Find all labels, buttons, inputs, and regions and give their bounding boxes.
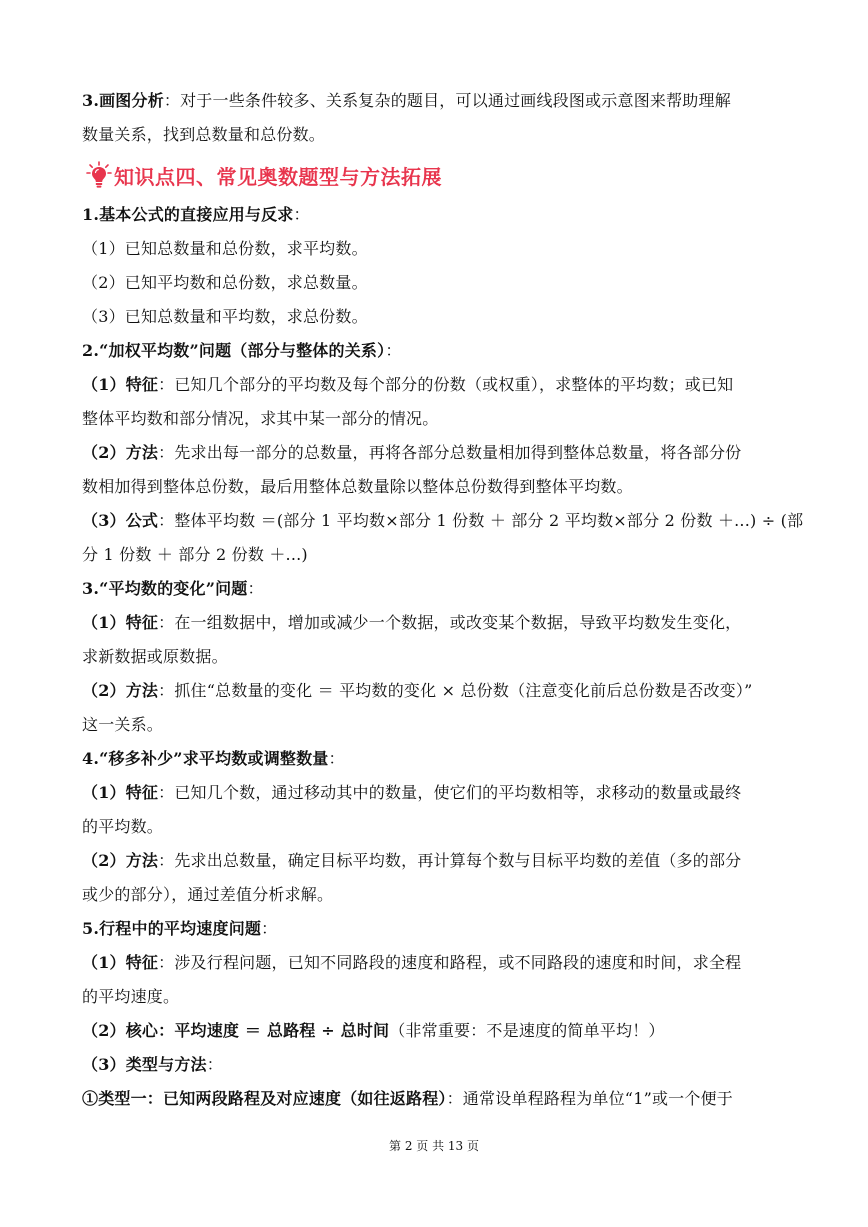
text-line — [82, 918, 782, 940]
text-line — [82, 272, 782, 294]
bold-label: （3）类型与方法 — [82, 1055, 207, 1074]
text-line — [82, 680, 782, 702]
line-text: 数相加得到整体总份数，最后用整体总数量除以整体总份数得到整体平均数。 — [82, 477, 633, 496]
text-line — [82, 124, 782, 146]
line-text: ：涉及行程问题，已知不同路段的速度和路程，或不同路段的速度和时间，求全程 — [158, 953, 742, 972]
line-text: ：先求出总数量，确定目标平均数，再计算每个数与目标平均数的差值（多的部分 — [158, 851, 742, 870]
line-text: 整体平均数和部分情况，求其中某一部分的情况。 — [82, 409, 439, 428]
bold-label: 3.画图分析 — [82, 91, 164, 110]
line-text: ：先求出每一部分的总数量，再将各部分总数量相加得到整体总数量，将各部分份 — [158, 443, 742, 462]
text-line — [82, 612, 782, 634]
line-text: 的平均数。 — [82, 817, 164, 836]
section-heading — [86, 160, 442, 190]
text-line — [82, 1020, 782, 1042]
bold-label: 5.行程中的平均速度问题 — [82, 919, 262, 938]
line-text: ：对于一些条件较多、关系复杂的题目，可以通过画线段图或示意图来帮助理解 — [163, 91, 731, 110]
bold-label: （1）特征 — [82, 953, 159, 972]
bold-label: （2）核心：平均速度 ＝ 总路程 ÷ 总时间 — [82, 1021, 390, 1040]
bold-label: （1）特征 — [82, 375, 159, 394]
line-text: ： — [247, 579, 264, 598]
bold-label: （1）特征 — [82, 783, 159, 802]
bold-label: （2）方法 — [82, 851, 159, 870]
bold-label: （2）方法 — [82, 681, 159, 700]
text-line — [82, 782, 782, 804]
line-text: 求新数据或原数据。 — [82, 647, 228, 666]
text-line — [82, 986, 782, 1008]
line-text: （1）已知总数量和总份数，求平均数。 — [82, 239, 368, 258]
text-line — [82, 952, 782, 974]
line-text: 的平均速度。 — [82, 987, 180, 1006]
text-line — [82, 90, 782, 112]
line-text: ：整体平均数 ＝(部分 1 平均数×部分 1 份数 ＋ 部分 2 平均数×部分 2 份数 ＋...) ÷ (部 — [158, 511, 804, 530]
bold-label: 2.“加权平均数”问题（部分与整体的关系） — [82, 341, 386, 360]
bold-label: （3）公式 — [82, 511, 159, 530]
line-text: ： — [385, 341, 402, 360]
text-line — [82, 748, 782, 770]
line-text: ： — [328, 749, 345, 768]
line-text: 数量关系，找到总数量和总份数。 — [82, 125, 326, 144]
page-footer: 第 2 页 共 13 页 — [389, 1139, 479, 1153]
line-text: （2）已知平均数和总份数，求总数量。 — [82, 273, 368, 292]
text-line — [82, 544, 782, 566]
line-text: ：已知几个部分的平均数及每个部分的份数（或权重），求整体的平均数；或已知 — [158, 375, 734, 394]
text-line — [82, 408, 782, 430]
text-line — [82, 1054, 782, 1076]
line-text: ： — [293, 205, 310, 224]
text-line — [82, 714, 782, 736]
text-line — [82, 306, 782, 328]
lightbulb-icon — [86, 161, 112, 189]
text-line — [82, 646, 782, 668]
line-text: （非常重要：不是速度的简单平均！） — [389, 1021, 665, 1040]
bold-label: ①类型一：已知两段路程及对应速度（如往返路程） — [82, 1089, 447, 1108]
text-line — [82, 816, 782, 838]
text-line — [82, 476, 782, 498]
text-line — [82, 204, 782, 226]
line-text: 或少的部分），通过差值分析求解。 — [82, 885, 334, 904]
line-text: ：抓住“总数量的变化 ＝ 平均数的变化 × 总份数（注意变化前后总份数是否改变）” — [158, 681, 753, 700]
line-text: （3）已知总数量和平均数，求总份数。 — [82, 307, 368, 326]
text-line — [82, 442, 782, 464]
text-line — [82, 510, 804, 532]
text-line — [82, 884, 782, 906]
text-line — [82, 1088, 782, 1110]
line-text: ：通常设单程路程为单位“1”或一个便于 — [446, 1089, 733, 1108]
bold-label: （2）方法 — [82, 443, 159, 462]
heading-title: 知识点四、常见奥数题型与方法拓展 — [114, 164, 442, 189]
bold-label: 3.“平均数的变化”问题 — [82, 579, 248, 598]
line-text: 分 1 份数 ＋ 部分 2 份数 ＋...) — [82, 545, 308, 564]
line-text: ：已知几个数，通过移动其中的数量，使它们的平均数相等，求移动的数量或最终 — [158, 783, 742, 802]
line-text: ：在一组数据中，增加或减少一个数据，或改变某个数据，导致平均数发生变化， — [158, 613, 742, 632]
text-line — [82, 340, 782, 362]
line-text: 这一关系。 — [82, 715, 164, 734]
line-text: ： — [261, 919, 278, 938]
bold-label: （1）特征 — [82, 613, 159, 632]
bold-label: 1.基本公式的直接应用与反求 — [82, 205, 294, 224]
text-line — [82, 578, 782, 600]
text-line — [82, 238, 782, 260]
bold-label: 4.“移多补少”求平均数或调整数量 — [82, 749, 329, 768]
line-text: ： — [206, 1055, 223, 1074]
text-line — [82, 374, 782, 396]
text-line — [82, 850, 782, 872]
